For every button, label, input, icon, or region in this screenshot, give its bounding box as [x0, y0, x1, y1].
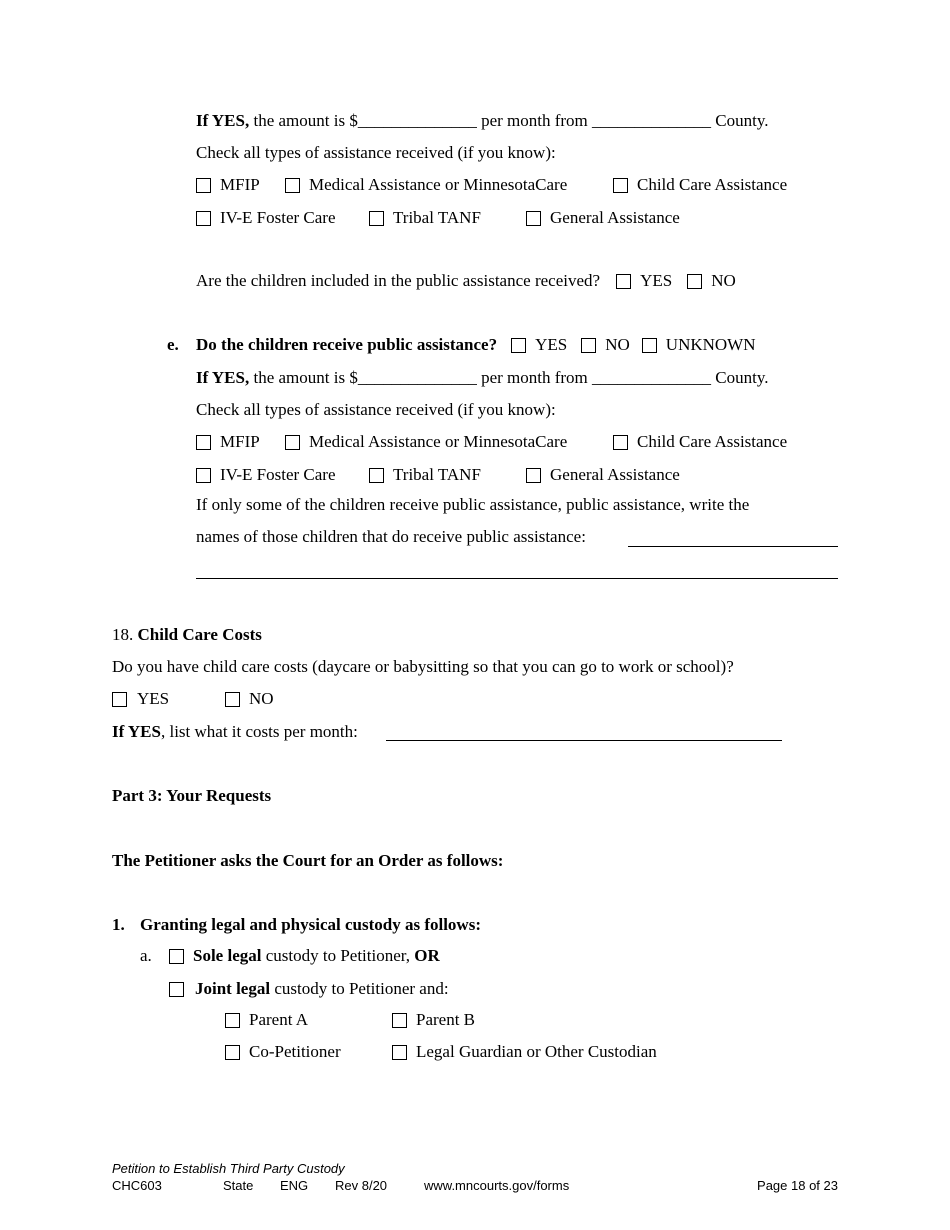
- checkbox[interactable]: [369, 468, 384, 483]
- e-options-row1: [196, 432, 788, 452]
- d-option-medical-assistance[interactable]: Medical Assistance or MinnesotaCare: [285, 175, 567, 195]
- checkbox[interactable]: [392, 1045, 407, 1060]
- e-no-option[interactable]: NO: [581, 335, 630, 355]
- e-option-mfip[interactable]: MFIP: [196, 432, 260, 452]
- footer-website[interactable]: www.mncourts.gov/forms: [424, 1178, 570, 1193]
- d-option-tribal-tanf[interactable]: Tribal TANF: [369, 208, 481, 228]
- footer-form-code: CHC603: [112, 1178, 162, 1193]
- e-option-medical-assistance[interactable]: Medical Assistance or MinnesotaCare: [285, 432, 567, 452]
- checkbox[interactable]: [225, 692, 240, 707]
- footer-form-title: Petition to Establish Third Party Custody: [112, 1161, 345, 1176]
- party-co-petitioner[interactable]: Co-Petitioner: [225, 1042, 341, 1062]
- e-options-row2: [196, 465, 680, 485]
- sole-legal-bold: Sole legal: [193, 946, 262, 965]
- item18-cost-field[interactable]: [386, 740, 782, 741]
- item18-yes-option[interactable]: YES: [112, 689, 169, 709]
- item18-no-option[interactable]: NO: [225, 689, 274, 709]
- checkbox[interactable]: [613, 435, 628, 450]
- sole-legal-option[interactable]: [169, 946, 440, 966]
- party-parent-b[interactable]: Parent B: [392, 1010, 475, 1030]
- joint-legal-text: custody to Petitioner and:: [274, 979, 449, 998]
- d-check-types: Check all types of assistance received (if you know):: [196, 143, 556, 162]
- checkbox[interactable]: [369, 211, 384, 226]
- e-some-children-line2: names of those children that do receive public assistance:: [196, 527, 586, 546]
- item18-cost-text: , list what it costs per month:: [160, 722, 358, 741]
- checkbox[interactable]: [511, 338, 526, 353]
- e-check-types: Check all types of assistance received (if you know):: [196, 400, 556, 419]
- checkbox[interactable]: [285, 435, 300, 450]
- a-letter: a.: [140, 946, 152, 965]
- d-option-mfip[interactable]: MFIP: [196, 175, 260, 195]
- e-some-children-line1: If only some of the children receive public assistance, public assistance, write the: [196, 495, 750, 514]
- d-option-ive-foster-care[interactable]: IV-E Foster Care: [196, 208, 336, 228]
- e-children-names-field-line2[interactable]: [196, 578, 838, 579]
- footer-jurisdiction: State: [223, 1178, 254, 1193]
- item18-title: Child Care Costs: [137, 625, 262, 644]
- footer-page-number: Page 18 of 23: [757, 1178, 838, 1193]
- checkbox[interactable]: [169, 982, 184, 997]
- item18-heading: [112, 625, 262, 645]
- checkbox[interactable]: [169, 949, 184, 964]
- e-option-child-care-assistance[interactable]: Child Care Assistance: [613, 432, 787, 452]
- checkbox[interactable]: [687, 274, 702, 289]
- checkbox[interactable]: [225, 1013, 240, 1028]
- d-option-child-care-assistance[interactable]: Child Care Assistance: [613, 175, 787, 195]
- item1-title: Granting legal and physical custody as follows:: [140, 915, 481, 934]
- footer-language: ENG: [280, 1178, 309, 1193]
- item18-cost-bold: If YES: [112, 722, 161, 741]
- item18-options: [112, 689, 274, 709]
- checkbox[interactable]: [225, 1045, 240, 1060]
- e-unknown-option[interactable]: UNKNOWN: [642, 335, 756, 355]
- e-option-ive-foster-care[interactable]: IV-E Foster Care: [196, 465, 336, 485]
- party-legal-guardian[interactable]: Legal Guardian or Other Custodian: [392, 1042, 657, 1062]
- checkbox[interactable]: [616, 274, 631, 289]
- checkbox[interactable]: [581, 338, 596, 353]
- checkbox[interactable]: [392, 1013, 407, 1028]
- joint-legal-bold: Joint legal: [195, 979, 271, 998]
- part3-heading: Part 3: Your Requests: [112, 786, 272, 805]
- d-option-general-assistance[interactable]: General Assistance: [526, 208, 680, 228]
- d-options-row2: [196, 208, 680, 228]
- e-amount-bold: If YES,: [196, 368, 250, 387]
- checkbox[interactable]: [642, 338, 657, 353]
- sole-legal-text: custody to Petitioner,: [265, 946, 410, 965]
- checkbox[interactable]: [196, 178, 211, 193]
- d-children-included-no[interactable]: NO: [687, 271, 736, 291]
- item18-cost-line: [112, 722, 358, 742]
- item18-question: Do you have child care costs (daycare or babysitting so that you can go to work or school)?: [112, 657, 734, 676]
- e-option-general-assistance[interactable]: General Assistance: [526, 465, 680, 485]
- d-children-included-question: Are the children included in the public assistance received?: [196, 271, 601, 290]
- d-children-included-yes[interactable]: YES: [616, 271, 672, 291]
- d-children-included-line: [196, 271, 736, 291]
- checkbox[interactable]: [196, 211, 211, 226]
- checkbox[interactable]: [526, 468, 541, 483]
- checkbox[interactable]: [196, 435, 211, 450]
- d-amount-line: [196, 111, 768, 131]
- checkbox[interactable]: [285, 178, 300, 193]
- e-children-names-field[interactable]: [628, 546, 838, 547]
- d-options-row1: [196, 175, 788, 195]
- part3-intro: The Petitioner asks the Court for an Order as follows:: [112, 851, 504, 870]
- checkbox[interactable]: [112, 692, 127, 707]
- e-amount-text: the amount is $______________ per month from ______________ County.: [253, 368, 769, 387]
- d-amount-bold: If YES,: [196, 111, 250, 130]
- party-parent-a[interactable]: Parent A: [225, 1010, 308, 1030]
- e-option-tribal-tanf[interactable]: Tribal TANF: [369, 465, 481, 485]
- d-amount-text: the amount is $______________ per month from ______________ County.: [253, 111, 769, 130]
- e-letter: e.: [167, 335, 179, 354]
- item18-number: 18.: [112, 625, 134, 644]
- checkbox[interactable]: [196, 468, 211, 483]
- sole-legal-or: OR: [414, 946, 440, 965]
- footer-revision: Rev 8/20: [335, 1178, 388, 1193]
- checkbox[interactable]: [613, 178, 628, 193]
- joint-legal-option[interactable]: [169, 979, 449, 999]
- item1-number: 1.: [112, 915, 125, 934]
- checkbox[interactable]: [526, 211, 541, 226]
- e-question-line: [196, 335, 756, 355]
- e-question: Do the children receive public assistance?: [196, 335, 498, 354]
- e-yes-option[interactable]: YES: [511, 335, 567, 355]
- e-amount-line: [196, 368, 768, 388]
